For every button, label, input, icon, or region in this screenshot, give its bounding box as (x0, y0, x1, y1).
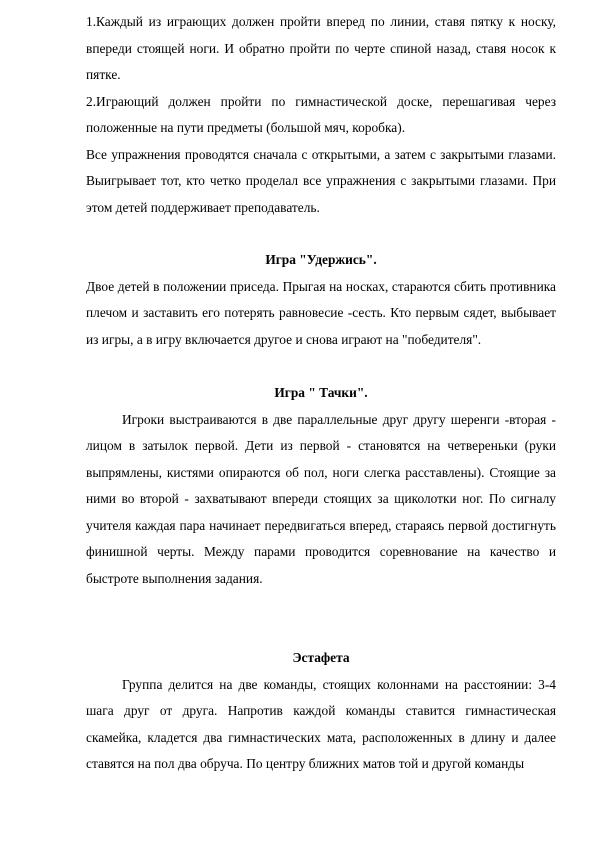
document-body (86, 9, 556, 778)
game-hold-paragraph: Двое детей в положении приседа. Прыгая на носках, стараются сбить противника плечом и заставить его потерять равновесие -сесть. Кто первым сядет, выбывает из игры, а в игру включается другое и снова играют на "победителя". (86, 278, 556, 347)
exercise-paragraph-2: 2.Играющий должен пройти по гимнастической доске, перешагивая через положенные на пути предметы (большой мяч, коробка). (86, 93, 556, 135)
exercise-paragraph-3: Все упражнения проводятся сначала с открытыми, а затем с закрытыми глазами. Выигрывает тот, кто четко проделал все упражнения с закрытыми глазами. При этом детей поддерживает преподаватель. (86, 146, 556, 215)
relay-heading: Эстафета (292, 650, 350, 665)
game-wheelbarrow-heading: Игра " Тачки". (274, 385, 368, 400)
spacer (86, 353, 556, 380)
spacer (86, 221, 556, 247)
game-wheelbarrow-paragraph: Игроки выстраиваются в две параллельные друг другу шеренги -вторая - лицом в затылок первой. Дети из первой - становятся на четвереньки (руки выпрямлены, кистями опираются об пол, ноги слегка расставлены). Стоящие за ними во второй - захватывают впереди стоящих за щиколотки ног. По сигналу учителя каждая пара начинает передвигаться вперед, стараясь первой достигнуть финишной черты. Между парами проводится соревнование на качество и быстроте выполнения задания. (86, 411, 556, 586)
spacer (86, 592, 556, 645)
exercise-paragraph-1: 1.Каждый из играющих должен пройти вперед по линии, ставя пятку к носку, впереди стоящей ноги. И обратно пройти по черте спиной назад, ставя носок к пятке. (86, 14, 556, 82)
game-hold-heading: Игра "Удержись". (265, 252, 377, 267)
relay-paragraph: Группа делится на две команды, стоящих колоннами на расстоянии: 3-4 шага друг от друга. Напротив каждой команды ставится гимнастическая скамейка, кладется два гимнастических мата, расположенных в длину и далее ставятся на пол два обруча. По центру ближних матов той и другой команды (86, 676, 556, 771)
